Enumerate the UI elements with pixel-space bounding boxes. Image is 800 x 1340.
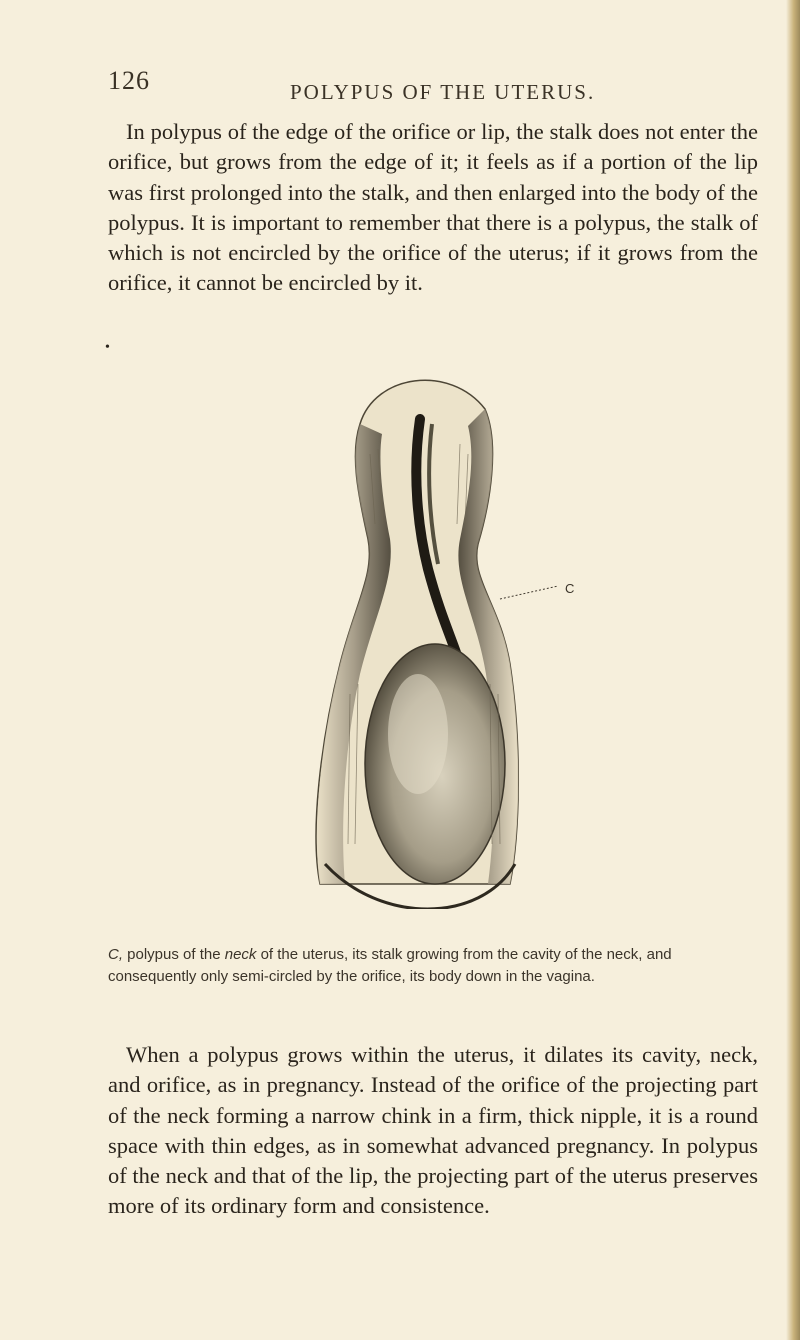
page-number: 126	[108, 66, 150, 95]
paragraph-1-text: In polypus of the edge of the orifice or lip, the stalk does not enter the orifice, but grows from the edge of it; it feels as if a portion of the lip was first prolonged into the stalk, and then enlarged into the body of the polypus. It is important to remember that there is a polypus, the stalk of which is not encircled by the orifice of the uterus; if it grows from the orifice, it cannot be encircled by it.	[108, 119, 758, 296]
running-head: POLYPUS OF THE UTERUS.	[290, 80, 596, 104]
caption-emphasis: neck	[224, 946, 257, 963]
paragraph-2	[108, 1040, 758, 1222]
uterus-polypus-illustration	[300, 364, 560, 909]
caption-part-b: of the uterus, its stalk growing from the cavity of the neck, and consequently only semi-circled by the orifice, its body down in the vagina.	[108, 946, 672, 985]
figure-caption	[108, 944, 758, 988]
page-edge-shadow	[786, 0, 800, 1340]
caption-part-a: polypus of the	[123, 946, 225, 963]
illustration-svg	[300, 364, 560, 909]
paragraph-2-text: When a polypus grows within the uterus, it dilates its cavity, neck, and orifice, as in pregnancy. Instead of the orifice of the projecting part of the neck forming a narrow chink in a firm, thick nipple, it is a round space with thin edges, as in somewhat advanced pregnancy. In polypus of the neck and that of the lip, the projecting part of the uterus preserves more of its ordinary form and consistence.	[108, 1042, 758, 1219]
paragraph-1	[108, 117, 758, 299]
caption-lead: C,	[108, 946, 123, 963]
figure-label-c: C	[565, 581, 575, 596]
ink-mark: •	[105, 340, 110, 355]
